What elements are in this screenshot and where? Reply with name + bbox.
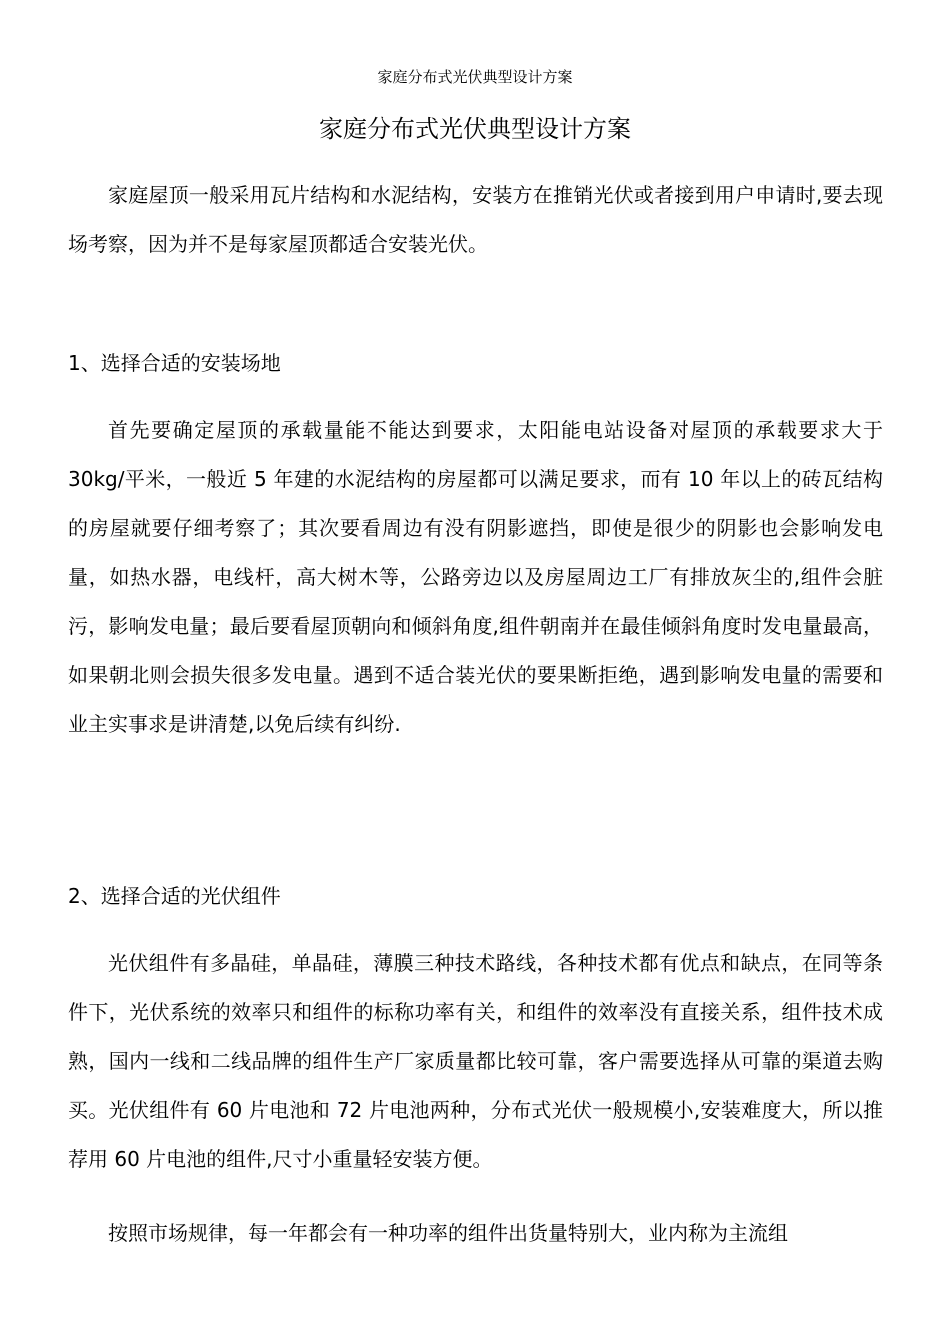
page-title: 家庭分布式光伏典型设计方案 xyxy=(319,115,631,143)
section-heading-site-selection: 1、选择合适的安装场地 xyxy=(68,351,281,375)
site-selection-paragraph: 首先要确定屋顶的承载量能不能达到要求，太阳能电站设备对屋顶的承载要求大于 30kg/平米，一般近 5 年建的水泥结构的房屋都可以满足要求，而有 10 年以上的砖瓦结构的房屋就要仔细考察了；其次要看周边有没有阴影遮挡，即使是很少的阴影也会影响发电量，如热水器，电线杆，高大树木等，公路旁边以及房屋周边工厂有排放灰尘的,组件会脏污，影响发电量；最后要看屋顶朝向和倾斜角度,组件朝南并在最佳倾斜角度时发电量最高，如果朝北则会损失很多发电量。遇到不适合装光伏的要果断拒绝，遇到影响发电量的需要和业主实事求是讲清楚,以免后续有纠纷. xyxy=(68,418,883,736)
intro-paragraph: 家庭屋顶一般采用瓦片结构和水泥结构，安装方在推销光伏或者接到用户申请时,要去现场考察，因为并不是每家屋顶都适合安装光伏。 xyxy=(68,183,883,256)
market-paragraph: 按照市场规律，每一年都会有一种功率的组件出货量特别大，业内称为主流组 xyxy=(108,1221,788,1245)
pv-module-paragraph: 光伏组件有多晶硅，单晶硅，薄膜三种技术路线，各种技术都有优点和缺点，在同等条件下，光伏系统的效率只和组件的标称功率有关，和组件的效率没有直接关系，组件技术成熟，国内一线和二线品牌的组件生产厂家质量都比较可靠，客户需要选择从可靠的渠道去购买。光伏组件有 60 片电池和 72 片电池两种，分布式光伏一般规模小,安装难度大，所以推荐用 60 片电池的组件,尺寸小重量轻安装方便。 xyxy=(68,951,883,1171)
running-header: 家庭分布式光伏典型设计方案 xyxy=(377,68,573,86)
section-heading-pv-module: 2、选择合适的光伏组件 xyxy=(68,884,281,908)
